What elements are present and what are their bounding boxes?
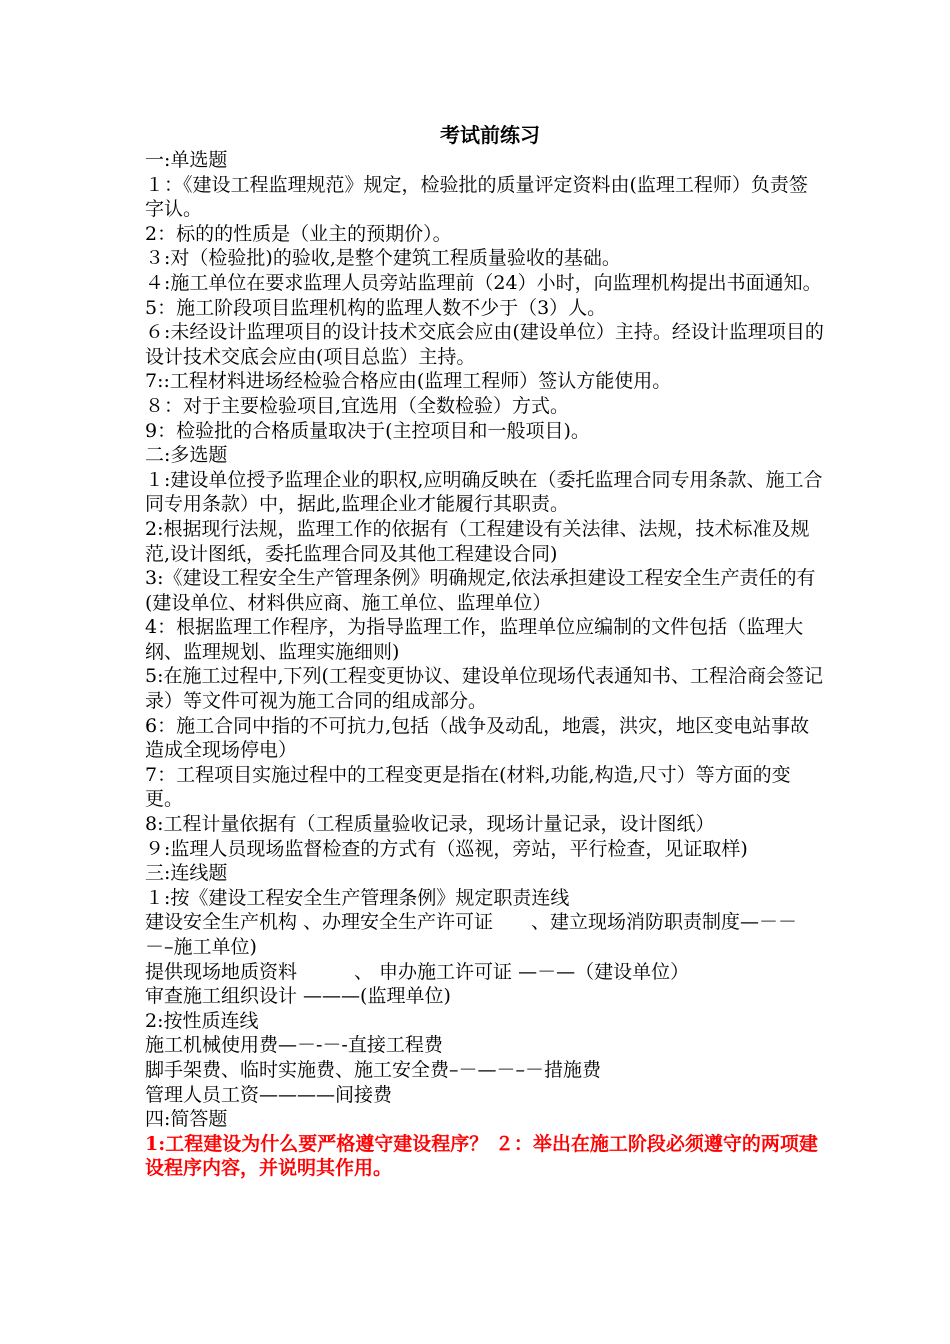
single-choice-item: ４:施工单位在要求监理人员旁站监理前（24）小时，向监理机构提出书面通知。 xyxy=(145,271,822,294)
single-choice-item: 7::工程材料进场经检验合格应由(监理工程师）签认方能使用。 xyxy=(145,370,672,393)
multiple-choice-item: 6：施工合同中指的不可抗力,包括（战争及动乱，地震，洪灾，地区变电站事故造成全现场停电） xyxy=(145,714,810,762)
matching-line: 提供现场地质资料 、 申办施工许可证 —－—（建设单位） xyxy=(145,960,690,983)
document-title: 考试前练习 xyxy=(440,123,540,147)
single-choice-item: ６:未经设计监理项目的设计技术交底会应由(建设单位）主持。经设计监理项目的设计技术交底会应由(项目总监）主持。 xyxy=(145,321,824,368)
multiple-choice-item: １:建设单位授予监理企业的职权,应明确反映在（委托监理合同专用条款、施工合同专用条款）中，据此,监理企业才能履行其职责。 xyxy=(145,468,823,516)
multiple-choice-item: 3:《建设工程安全生产管理条例》明确规定,依法承担建设工程安全生产责任的有(建设单位、材料供应商、施工单位、监理单位） xyxy=(145,567,816,614)
section-heading-short-answer: 四:简答题 xyxy=(145,1108,228,1131)
multiple-choice-item: 7：工程项目实施过程中的工程变更是指在(材料,功能,构造,尺寸）等方面的变更。 xyxy=(145,763,791,811)
matching-question-1: １:按《建设工程安全生产管理条例》规定职责连线 xyxy=(145,886,570,909)
multiple-choice-item: 2:根据现行法规，监理工作的依据有（工程建设有关法律、法规，技术标准及规范,设计图纸，委托监理合同及其他工程建设合同) xyxy=(145,517,810,565)
matching-line: 施工机械使用费—－-－-直接工程费 xyxy=(145,1034,443,1057)
multiple-choice-item: 8:工程计量依据有（工程质量验收记录，现场计量记录，设计图纸） xyxy=(145,813,715,836)
single-choice-item: 2：标的的性质是（业主的预期价）。 xyxy=(145,222,452,245)
single-choice-item: 5：施工阶段项目监理机构的监理人数不少于（3）人。 xyxy=(145,296,607,319)
matching-line: 脚手架费、临时实施费、施工安全费–－—－–－措施费 xyxy=(145,1058,602,1081)
section-heading-single-choice: 一:单选题 xyxy=(145,149,228,171)
multiple-choice-item: 4：根据监理工作程序，为指导监理工作，监理单位应编制的文件包括（监理大纲、监理规划、监理实施细则) xyxy=(145,616,804,663)
multiple-choice-item: 5:在施工过程中,下列(工程变更协议、建设单位现场代表通知书、工程洽商会签记录）等文件可视为施工合同的组成部分。 xyxy=(145,665,823,713)
matching-line: 管理人员工资————间接费 xyxy=(145,1083,393,1106)
section-heading-multiple-choice: 二:多选题 xyxy=(145,444,228,467)
section-heading-matching: 三:连线题 xyxy=(145,862,228,885)
single-choice-item: ３:对（检验批)的验收,是整个建筑工程质量验收的基础。 xyxy=(145,247,621,270)
matching-question-2: 2:按性质连线 xyxy=(145,1009,259,1032)
single-choice-item: ８：对于主要检验项目,宜选用（全数检验）方式。 xyxy=(145,394,570,417)
single-choice-item: １：《建设工程监理规范》规定，检验批的质量评定资料由(监理工程师）负责签字认。 xyxy=(145,173,808,221)
matching-line: 建设安全生产机构 、办理安全生产许可证 、建立现场消防职责制度—－－－–施工单位) xyxy=(145,911,798,958)
matching-line: 审查施工组织设计 ———(监理单位) xyxy=(145,985,451,1008)
short-answer-questions: 1:工程建设为什么要严格遵守建设程序？ ２：举出在施工阶段必须遵守的两项建设程序内容，并说明其作用。 xyxy=(145,1132,818,1180)
multiple-choice-item: ９:监理人员现场监督检查的方式有（巡视，旁站，平行检查，见证取样) xyxy=(145,837,748,860)
document-page xyxy=(145,122,825,1181)
single-choice-item: 9：检验批的合格质量取决于(主控项目和一般项目)。 xyxy=(145,419,590,442)
